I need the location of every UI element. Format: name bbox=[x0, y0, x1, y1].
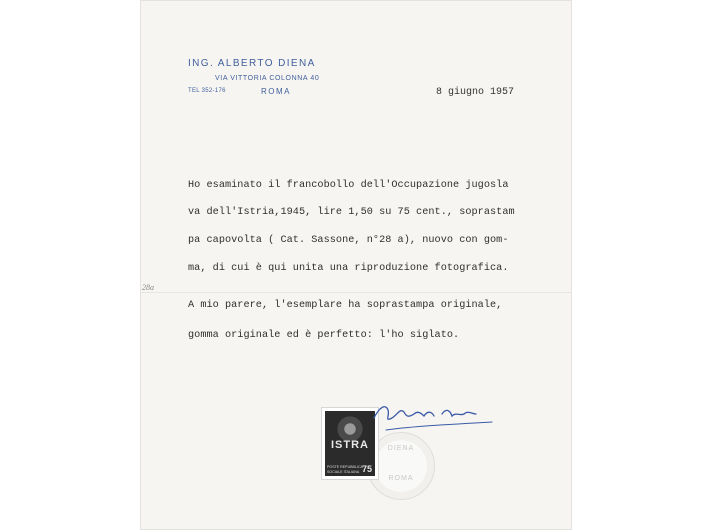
letterhead-address: VIA VITTORIA COLONNA 40 bbox=[215, 75, 320, 82]
stamp-inscription-line-2: SOCIALE ITALIANA bbox=[327, 469, 360, 474]
fold-line bbox=[140, 292, 572, 293]
margin-note: 28a bbox=[142, 283, 154, 292]
letterhead-city: ROMA bbox=[261, 87, 291, 96]
letterhead-tel: TEL 352-176 bbox=[188, 88, 226, 94]
body-line-6: gomma originale ed è perfetto: l'ho siglato. bbox=[188, 330, 460, 341]
stamp-value: 75 bbox=[361, 464, 372, 474]
stamp-inscription-line-1: POSTE REPUBBLICA bbox=[327, 465, 363, 470]
seal-bottom-text: ROMA bbox=[388, 475, 414, 482]
body-line-1: Ho esaminato il francobollo dell'Occupazione jugosla bbox=[188, 180, 509, 191]
letterhead-name: ING. ALBERTO DIENA bbox=[188, 58, 316, 69]
stamp-overprint: ISTRA bbox=[331, 439, 369, 451]
body-line-4: ma, di cui è qui unita una riproduzione fotografica. bbox=[188, 263, 509, 274]
seal-top-text: DIENA bbox=[387, 445, 415, 452]
certificate-paper bbox=[140, 0, 572, 530]
handwritten-signature bbox=[366, 396, 496, 436]
body-line-5: A mio parere, l'esemplare ha soprastampa originale, bbox=[188, 300, 503, 311]
letter-date: 8 giugno 1957 bbox=[436, 87, 515, 98]
stamp-inscription bbox=[327, 465, 363, 474]
body-line-2: va dell'Istria,1945, lire 1,50 su 75 cent., soprastam bbox=[188, 207, 515, 218]
body-line-3: pa capovolta ( Cat. Sassone, n°28 a), nuovo con gom- bbox=[188, 235, 509, 246]
